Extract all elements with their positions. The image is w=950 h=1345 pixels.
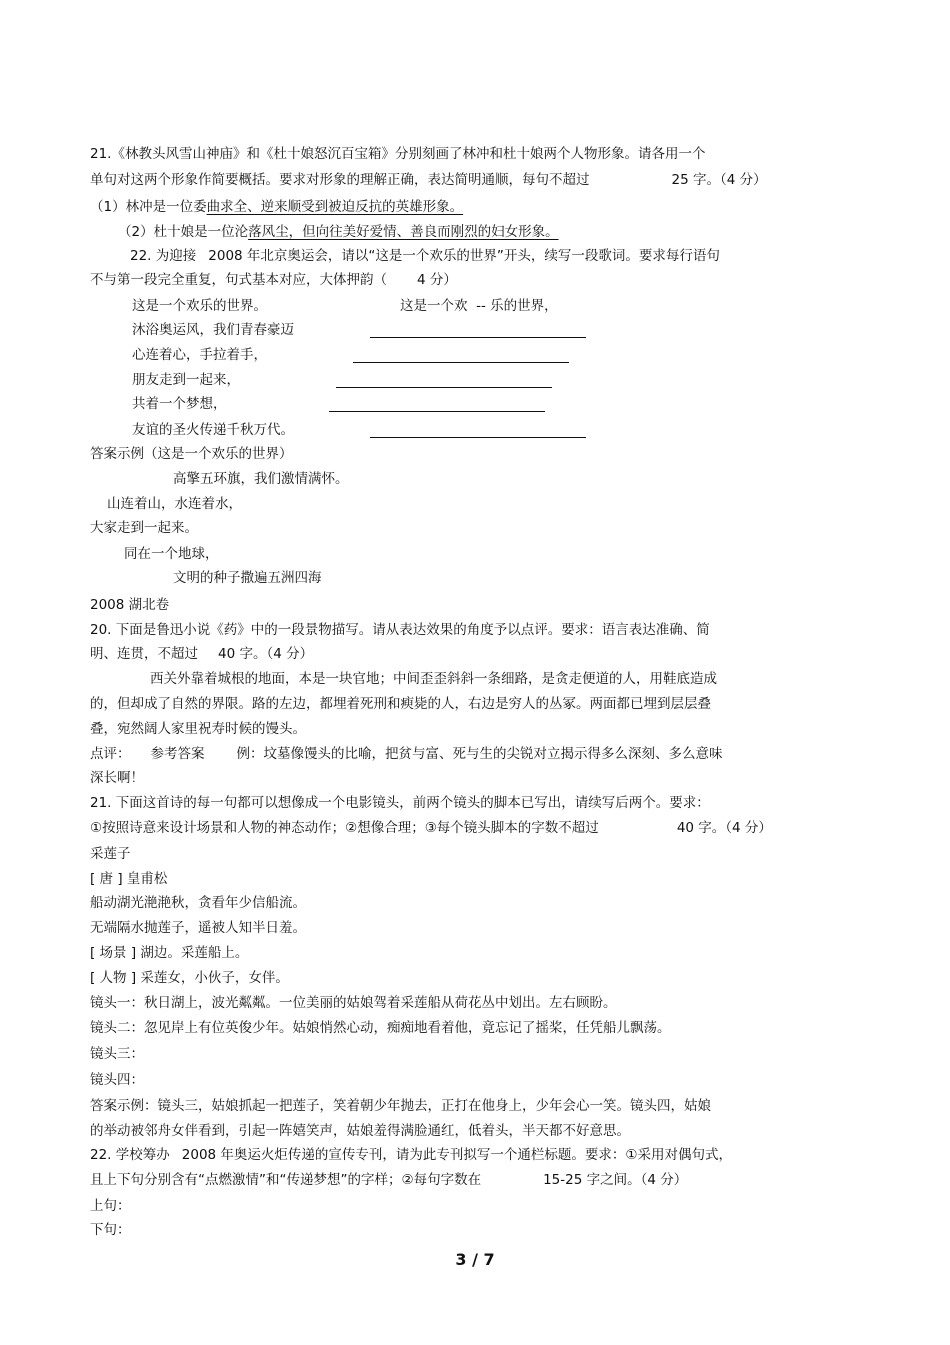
- answer-line-2: 山连着山，水连着水，: [107, 496, 242, 512]
- q21b-answer-2: 的举动被邻舟女伴看到，引起一阵嬉笑声，姑娘羞得满脸通红，低着头，半天都不好意思。: [90, 1123, 630, 1139]
- answer-line-5: 文明的种子撒遍五洲四海: [173, 570, 322, 586]
- poem-line-1: 船动湖光滟滟秋，贪看年少信船流。: [90, 895, 306, 911]
- q21a-answer2-underlined: 落风尘，但向往美好爱情、善良而刚烈的妇女形象。: [248, 224, 559, 240]
- poem-title: 采莲子: [90, 846, 131, 862]
- q20-line1: 20. 下面是鲁迅小说《药》中的一段景物描写。请从表达效果的角度予以点评。要求：语言表达准确、简: [90, 622, 710, 638]
- shot-4: 镜头四：: [90, 1072, 144, 1088]
- lyric-line-1: 这是一个欢乐的世界。: [132, 298, 267, 314]
- poem-line-2: 无端隔水抛莲子，遥被人知半日羞。: [90, 920, 306, 936]
- q20-passage-2: 的，但却成了自然的界限。路的左边，都埋着死刑和瘐毙的人，右边是穷人的丛冢。两面都已埋到层层叠: [90, 696, 711, 712]
- q22b-line2: [90, 1171, 687, 1189]
- people-line: [ 人物 ] 采莲女，小伙子，女伴。: [90, 970, 289, 986]
- lyric-blank-1[interactable]: [370, 337, 586, 338]
- answer-label: 答案示例（这是一个欢乐的世界）: [90, 446, 293, 462]
- q20-comment-text: 例：坟墓像馒头的比喻，把贫与富、死与生的尖锐对立揭示得多么深刻、多么意味: [236, 746, 723, 762]
- lyric-blank-5[interactable]: [370, 437, 586, 438]
- q21a-answer2-prefix: （2）杜十娘是一位沦: [118, 224, 249, 240]
- answer-line-1: 高擎五环旗，我们激情满怀。: [173, 471, 349, 487]
- q22b-score: 15-25 字之间。（4 分）: [543, 1172, 688, 1188]
- lyric-blank-2[interactable]: [353, 362, 569, 363]
- q20-line2-a: 明、连贯，不超过: [90, 646, 198, 662]
- q20-comment-label: 点评：: [90, 746, 131, 762]
- q21a-answer1: [90, 198, 463, 216]
- q21a-line2: [90, 171, 767, 189]
- q22a-line2-a: 不与第一段完全重复，句式基本对应，大体押韵（: [90, 272, 387, 288]
- lyric-blank-4[interactable]: [329, 411, 545, 412]
- q20-comment: [90, 745, 723, 763]
- lyric-line-3: 心连着心，手拉着手，: [132, 347, 267, 363]
- q21b-answer-1: 答案示例：镜头三，姑娘抓起一把莲子，笑着朝少年抛去，正打在他身上，少年会心一笑。镜头四，姑娘: [90, 1098, 711, 1114]
- answer-line-3: 大家走到一起来。: [90, 520, 198, 536]
- q22b-line1-a: 22. 学校筹办: [90, 1147, 170, 1163]
- shot-3: 镜头三：: [90, 1046, 144, 1062]
- q21a-answer1-prefix: （1）林冲是一位委: [90, 199, 207, 215]
- q20-comment-2: 深长啊！: [90, 770, 144, 786]
- q21a-score: 25 字。（4 分）: [671, 172, 767, 188]
- lyric-line-4: 朋友走到一起来，: [132, 372, 240, 388]
- q21a-line2-text: 单句对这两个形象作简要概括。要求对形象的理解正确，表达简明通顺，每句不超过: [90, 172, 590, 188]
- q21a-line1: 21.《林教头风雪山神庙》和《杜十娘怒沉百宝箱》分别刻画了林冲和杜十娘两个人物形象。请各用一个: [90, 146, 706, 162]
- page-number: 3 / 7: [455, 1250, 495, 1269]
- q20-passage-1: 西关外靠着城根的地面，本是一块官地；中间歪歪斜斜一条细路，是贪走便道的人，用鞋底造成: [150, 671, 717, 687]
- poem-author: [ 唐 ] 皇甫松: [90, 871, 168, 887]
- q22a-line1-b: 2008 年北京奥运会，请以“这是一个欢乐的世界”开头，续写一段歌词。要求每行语句: [208, 248, 720, 264]
- q22b-line2-a: 且上下句分别含有“点燃激情”和“传递梦想”的字样；②每句字数在: [90, 1172, 482, 1188]
- q22a-line1: [130, 247, 720, 265]
- scene-line: [ 场景 ] 湖边。采莲船上。: [90, 945, 249, 961]
- q21a-answer1-underlined: 曲求全、逆来顺受到被迫反抗的英雄形象。: [206, 199, 464, 215]
- q20-passage-3: 叠，宛然阔人家里祝寿时候的馒头。: [90, 721, 306, 737]
- q22a-score: 4 分）: [417, 272, 457, 288]
- q21b-line1: 21. 下面这首诗的每一句都可以想像成一个电影镜头，前两个镜头的脚本已写出，请续写后两个。要求：: [90, 795, 710, 811]
- answer-line-4: 同在一个地球，: [124, 546, 219, 562]
- q21b-line2: [90, 819, 772, 837]
- lyric-line-6: 友谊的圣火传递千秋万代。: [132, 422, 294, 438]
- q21b-line2-a: ①按照诗意来设计场景和人物的神态动作；②想像合理；③每个镜头脚本的字数不超过: [90, 820, 599, 836]
- q22b-upper-line: 上句：: [90, 1198, 131, 1214]
- q20-line2: [90, 645, 313, 663]
- q22a-line1-a: 22. 为迎接: [130, 248, 197, 264]
- q20-reference-answer: 参考答案: [150, 746, 205, 762]
- shot-2: 镜头二：忽见岸上有位英俊少年。姑娘悄然心动，痴痴地看着他，竟忘记了摇桨，任凭船儿飘荡。: [90, 1020, 671, 1036]
- shot-1: 镜头一：秋日湖上，波光粼粼。一位美丽的姑娘驾着采莲船从荷花丛中划出。左右顾盼。: [90, 995, 617, 1011]
- q20-score: 40 字。（4 分）: [218, 646, 314, 662]
- lyric-right-first: 这是一个欢 -- 乐的世界，: [400, 298, 558, 314]
- q21a-answer2: [118, 223, 559, 241]
- q22a-line2: [90, 271, 457, 289]
- lyric-line-5: 共着一个梦想，: [132, 396, 227, 412]
- lyric-line-2: 沐浴奥运风，我们青春豪迈: [132, 322, 294, 338]
- q22b-line1: [90, 1146, 732, 1164]
- q22b-line1-b: 2008 年奥运火炬传递的宣传专刊，请为此专刊拟写一个通栏标题。要求：①采用对偶句式，: [181, 1147, 733, 1163]
- q22b-lower-line: 下句：: [90, 1222, 131, 1238]
- section-heading: 2008 湖北卷: [90, 597, 170, 613]
- lyric-blank-3[interactable]: [336, 387, 552, 388]
- q21b-score: 40 字。（4 分）: [676, 820, 772, 836]
